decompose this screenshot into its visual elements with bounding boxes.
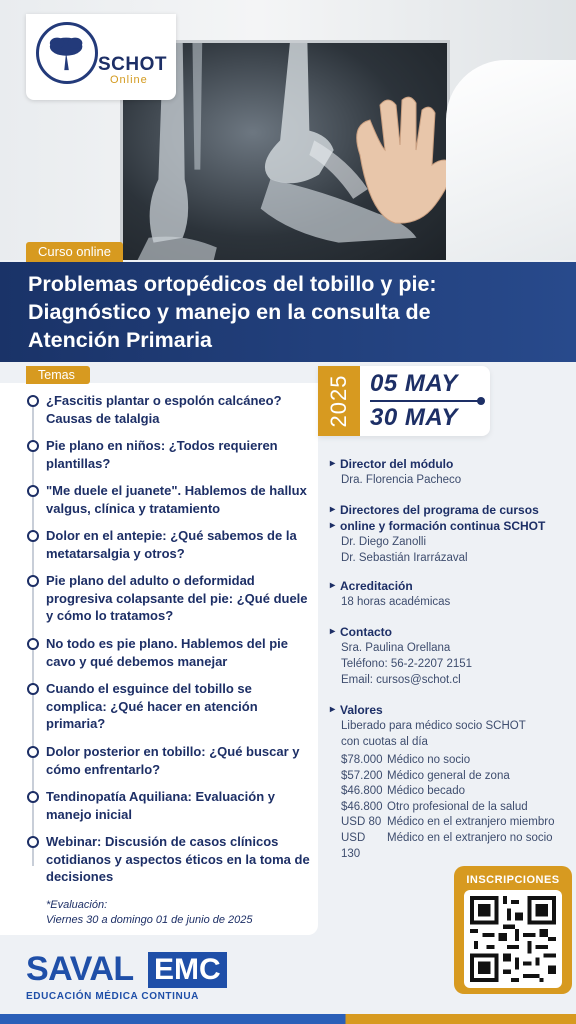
bullet-circle-icon (27, 683, 39, 695)
year-strip (318, 366, 360, 436)
bullet-circle-icon (27, 836, 39, 848)
emc-badge: EMC (148, 952, 227, 988)
program-directors-section: ▸ Directores del programa de cursos ▸ online y formación continua SCHOT Dr. Diego Zanolli Dr. Sebastián Irarrázaval (330, 502, 570, 566)
tree-icon (36, 22, 98, 84)
evaluation-note: *Evaluación: Viernes 30 a domingo 01 de junio de 2025 (46, 899, 253, 926)
price-row: $78.000 Médico no socio (341, 754, 471, 766)
saval-logo: SAVAL (26, 950, 134, 988)
title-band (0, 262, 576, 362)
bullet-circle-icon (27, 746, 39, 758)
year-label: 2025 (326, 374, 351, 428)
registration-box[interactable] (454, 866, 572, 994)
date-divider (370, 400, 482, 402)
qr-code-icon[interactable] (464, 890, 562, 988)
price-row: $46.800 Médico becado (341, 785, 465, 798)
footer-bar (0, 1014, 576, 1024)
hero-banner (0, 0, 576, 260)
topics-label: Temas (26, 366, 90, 384)
course-title: Problemas ortopédicos del tobillo y pie: Diagnóstico y manejo en la consulta de Atención Primaria (28, 272, 437, 352)
emc-tagline: EDUCACIÓN MÉDICA CONTINUA (26, 991, 199, 1002)
logo-name: SCHOT (98, 54, 167, 75)
bullet-circle-icon (27, 485, 39, 497)
bullet-circle-icon (27, 530, 39, 542)
price-row: $57.200 Médico general de zona (341, 769, 510, 782)
bullet-circle-icon (27, 575, 39, 587)
bullet-circle-icon (27, 638, 39, 650)
program-directors-label-line2: ▸ online y formación continua SCHOT (330, 518, 570, 534)
registration-label: INSCRIPCIONES (466, 874, 560, 886)
schot-logo (26, 14, 176, 100)
price-row: USD 80 Médico en el extranjero miembro (341, 816, 555, 829)
bullet-circle-icon (27, 395, 39, 407)
course-tag: Curso online (26, 242, 123, 262)
contact-section: ▸ Contacto Sra. Paulina Orellana Teléfono: 56-2-2207 2151 Email: cursos@schot.cl (330, 624, 570, 688)
values-section: ▸ Valores Liberado para médico socio SCHOT con cuotas al día $78.000 Médico no socio $57.200 Médico general de zona $46.800 Médico becado $46.800 Otro profesional de la salud USD 80 Médico en el extranjero miembro USD 130 Médico en el extranjero no socio (330, 702, 570, 862)
price-row: USD 130 Médico en el extranjero no socio (341, 831, 553, 860)
doctor-coat (446, 60, 576, 260)
accreditation-section: ▸ Acreditación 18 horas académicas (330, 578, 570, 610)
contact-email[interactable]: Email: cursos@schot.cl (341, 674, 461, 686)
bullet-circle-icon (27, 440, 39, 452)
logo-subtitle: Online (110, 74, 148, 86)
price-row: $46.800 Otro profesional de la salud (341, 800, 528, 813)
topics-panel: ¿Fascitis plantar o espolón calcáneo? Causas de talalgia Pie plano en niños: ¿Todos requieren plantillas? "Me duele el juanete". Hablemos de hallux valgus, clínica y tratamiento Dolor en el antepie: ¿Qué sabemos de la metatarsalgia y otros? Pie plano del adulto o deformidad progresiva colapsante del pie: ¿Qué duele y cómo lo tratamos? No todo es pie plano. Hablemos del pie cavo y qué debemos manejar Cuando el esguince del tobillo se complica: ¿Qué hacer en atención primaria? Dolor posterior en tobillo: ¿Qué buscar y cómo enfrentarlo? Tendinopatía Aquiliana: Evaluación y manejo inicial Webinar: Discusión de casos clínicos cotidianos y aspectos éticos en la toma de decisiones *Evaluación: Viernes 30 a domingo 01 de junio de 2025 (0, 383, 318, 935)
bullet-circle-icon (27, 791, 39, 803)
end-date: 30 MAY (370, 404, 458, 431)
director-section: ▸ Director del módulo Dra. Florencia Pacheco (330, 456, 570, 488)
start-date: 05 MAY (370, 370, 458, 397)
date-box (318, 366, 490, 436)
